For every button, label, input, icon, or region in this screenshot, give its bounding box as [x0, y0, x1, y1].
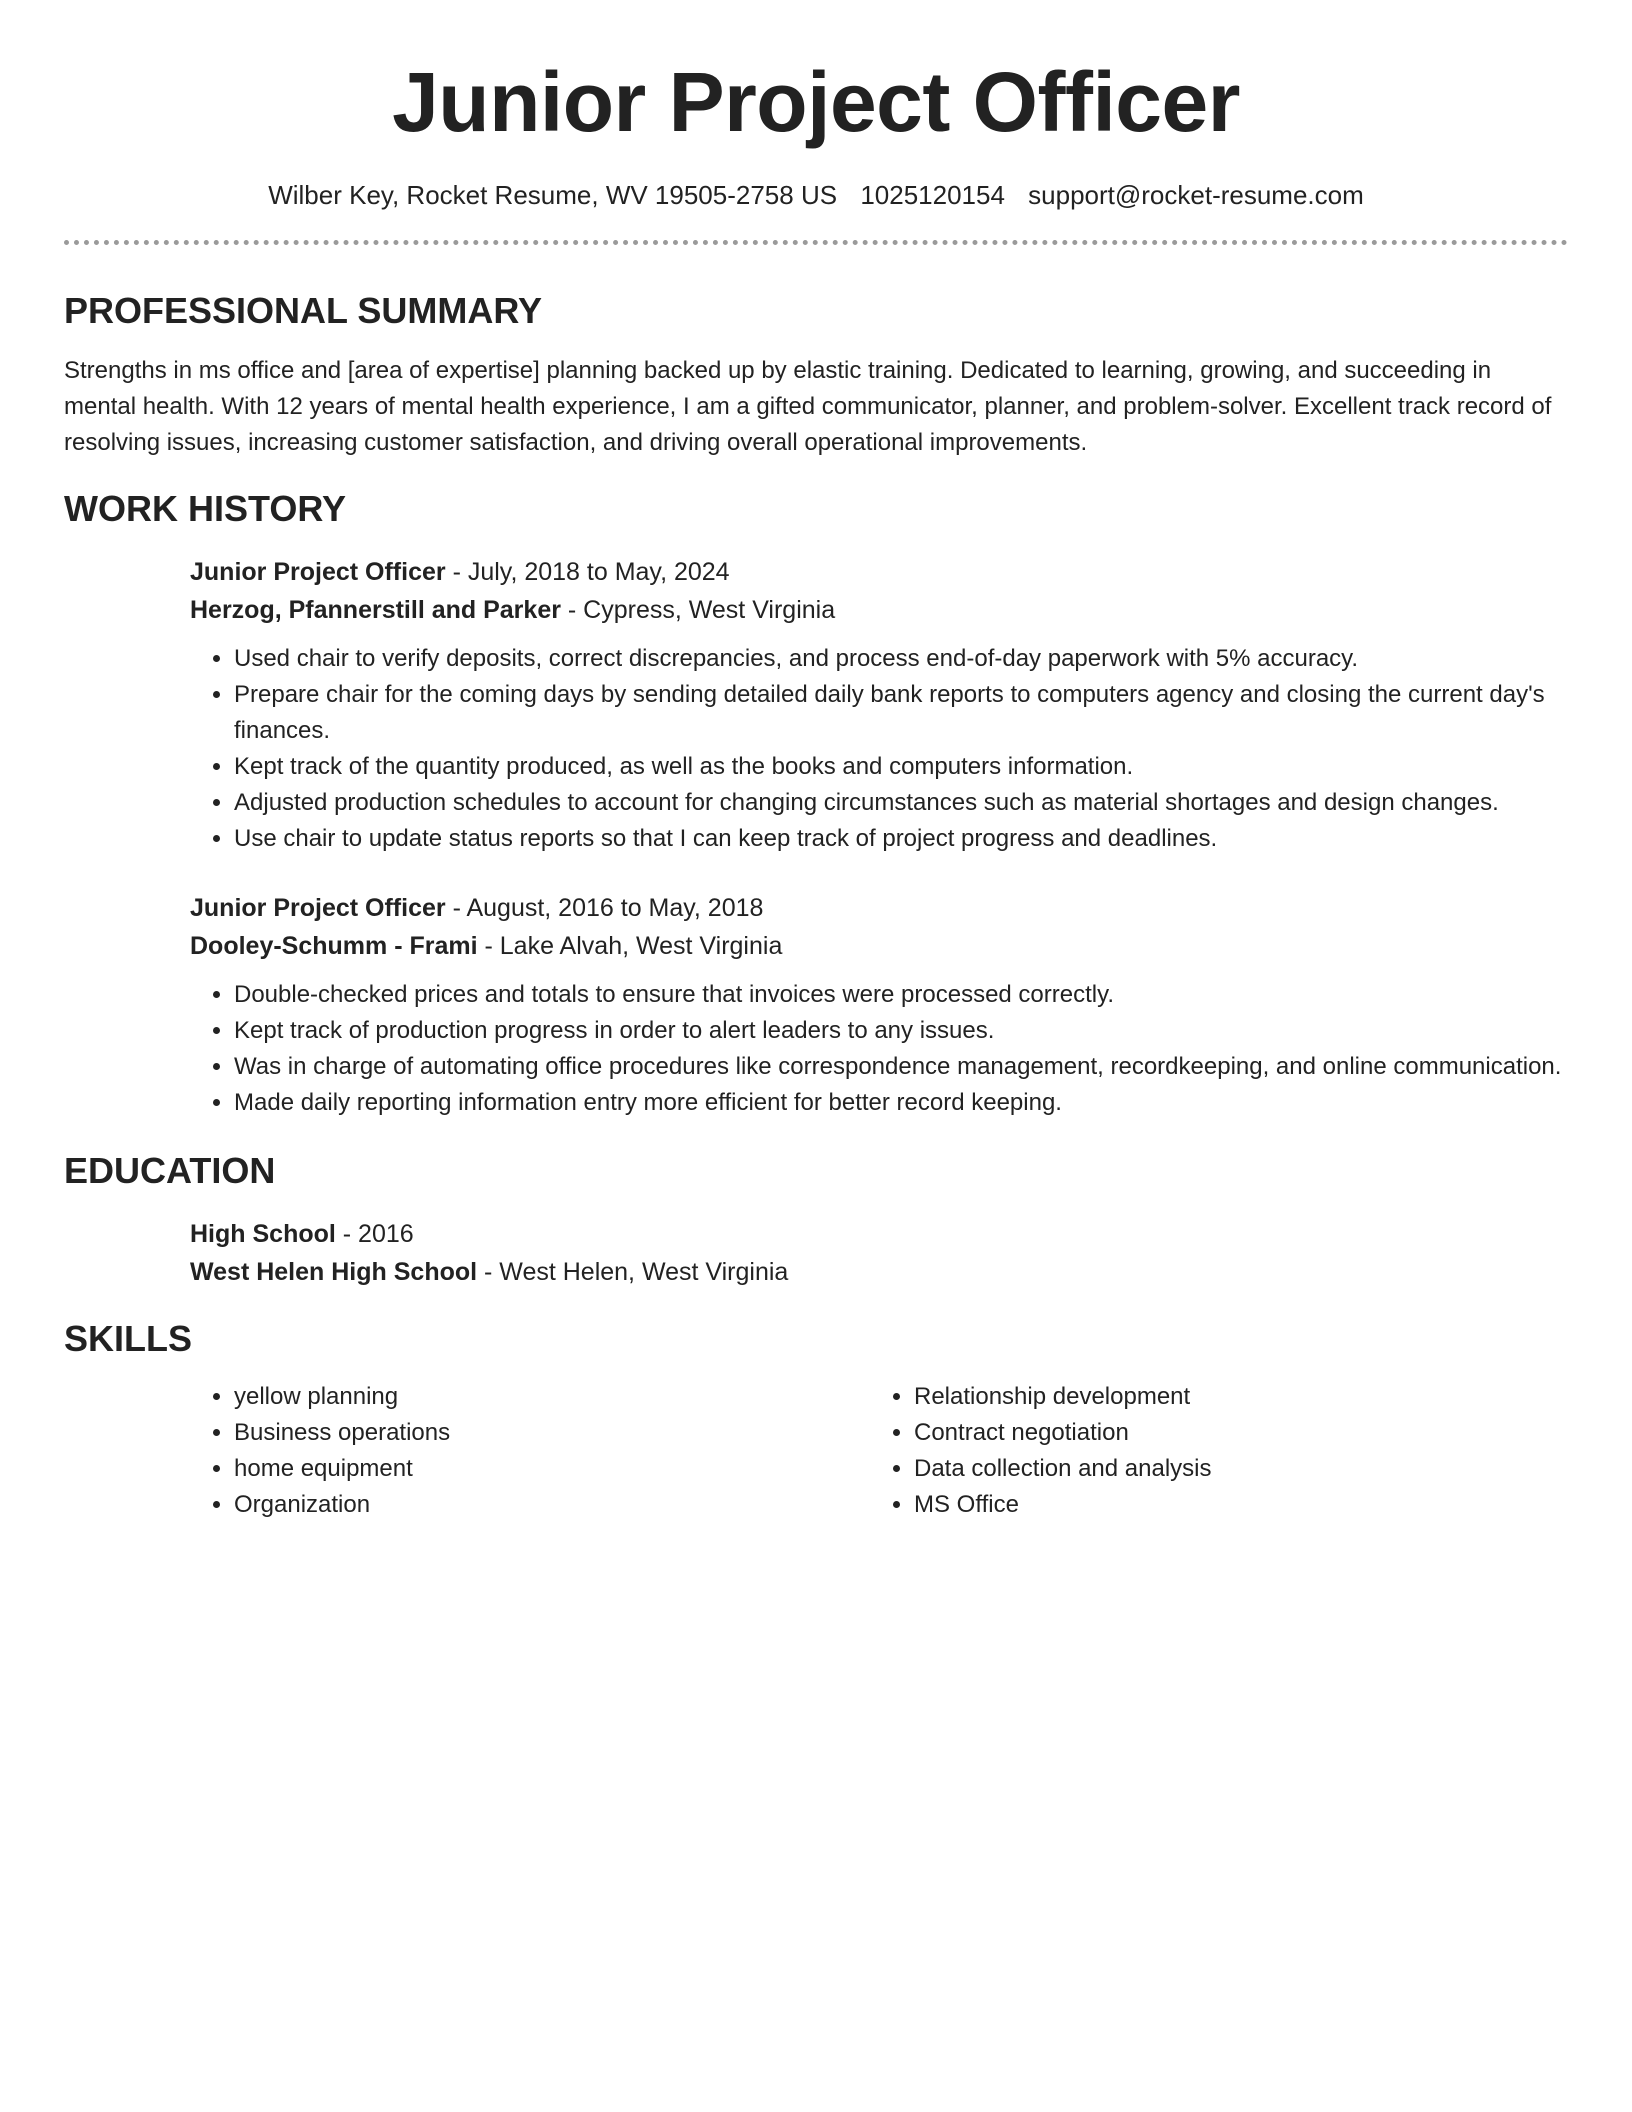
skills-list-right — [870, 1379, 1550, 1523]
job-dates: - August, 2016 to May, 2018 — [445, 894, 764, 922]
skills-column-right — [870, 1379, 1550, 1523]
skills-list-left — [190, 1379, 870, 1523]
job-company: Dooley-Schumm - Frami — [190, 932, 478, 960]
job-bullets — [190, 641, 1568, 857]
contact-address: Wilber Key, Rocket Resume, WV 19505-2758 US — [268, 180, 838, 210]
skill-item: • MS Office — [914, 1487, 1550, 1523]
job-role: Junior Project Officer — [190, 894, 446, 922]
education-year: - 2016 — [335, 1220, 414, 1248]
job-bullet: • Used chair to verify deposits, correct discrepancies, and process end-of-day paperwork with 5% accuracy. — [234, 641, 1568, 677]
skills-grid — [190, 1379, 1568, 1523]
summary-heading: PROFESSIONAL SUMMARY — [64, 290, 543, 331]
header-divider — [64, 240, 1568, 245]
skills-column-left — [190, 1379, 870, 1523]
education-degree-line — [190, 1215, 1568, 1253]
job-bullet: • Kept track of production progress in order to alert leaders to any issues. — [234, 1013, 1568, 1049]
skill-item: • Business operations — [234, 1415, 870, 1451]
education-heading: EDUCATION — [64, 1150, 276, 1191]
job-bullet: • Made daily reporting information entry more efficient for better record keeping. — [234, 1085, 1568, 1121]
resume-name: Junior Project Officer — [392, 55, 1240, 149]
job-bullets — [190, 977, 1568, 1121]
skill-item: • home equipment — [234, 1451, 870, 1487]
job-title-line — [190, 553, 1568, 591]
education-section — [64, 1149, 1568, 1291]
job-bullet: • Use chair to update status reports so that I can keep track of project progress and deadlines. — [234, 821, 1568, 857]
job-bullet: • Prepare chair for the coming days by sending detailed daily bank reports to computers agency and closing the current day's finances. — [234, 677, 1568, 749]
skill-item: • yellow planning — [234, 1379, 870, 1415]
job-bullet: • Kept track of the quantity produced, as well as the books and computers information. — [234, 749, 1568, 785]
job-company-line — [190, 591, 1568, 629]
work-history-section — [64, 487, 1568, 1121]
job-bullet: • Double-checked prices and totals to ensure that invoices were processed correctly. — [234, 977, 1568, 1013]
skill-item: • Data collection and analysis — [914, 1451, 1550, 1487]
job-location: - Cypress, West Virginia — [560, 596, 836, 624]
education-school-line — [190, 1253, 1568, 1291]
summary-section — [64, 289, 1568, 461]
job-location: - Lake Alvah, West Virginia — [477, 932, 783, 960]
job-bullet: • Adjusted production schedules to account for changing circumstances such as material shortages and design changes. — [234, 785, 1568, 821]
job-company: Herzog, Pfannerstill and Parker — [190, 596, 561, 624]
skills-section — [64, 1317, 1568, 1523]
contact-phone: 1025120154 — [860, 180, 1005, 210]
education-school: West Helen High School — [190, 1258, 478, 1286]
skill-item: • Relationship development — [914, 1379, 1550, 1415]
education-location: - West Helen, West Virginia — [477, 1258, 789, 1286]
job-entry — [190, 889, 1568, 1121]
job-company-line — [190, 927, 1568, 965]
skill-item: • Organization — [234, 1487, 870, 1523]
contact-email: support@rocket-resume.com — [1028, 180, 1364, 210]
job-dates: - July, 2018 to May, 2024 — [445, 558, 730, 586]
education-degree: High School — [190, 1220, 336, 1248]
skill-item: • Contract negotiation — [914, 1415, 1550, 1451]
job-title-line — [190, 889, 1568, 927]
skills-heading: SKILLS — [64, 1318, 193, 1359]
job-bullet: • Was in charge of automating office procedures like correspondence management, recordkeeping, and online communication. — [234, 1049, 1568, 1085]
job-entry — [190, 553, 1568, 857]
work-history-heading: WORK HISTORY — [64, 488, 347, 529]
education-entry — [190, 1215, 1568, 1291]
summary-text: Strengths in ms office and [area of expertise] planning backed up by elastic training. Dedicated to learning, growing, and succeeding in mental health. With 12 years of mental health experience, I am a gifted communicator, planner, and problem-solver. Excellent track record of resolving issues, increasing customer satisfaction, and driving overall operational improvements. — [64, 357, 1552, 456]
job-role: Junior Project Officer — [190, 558, 446, 586]
contact-line — [64, 178, 1568, 212]
